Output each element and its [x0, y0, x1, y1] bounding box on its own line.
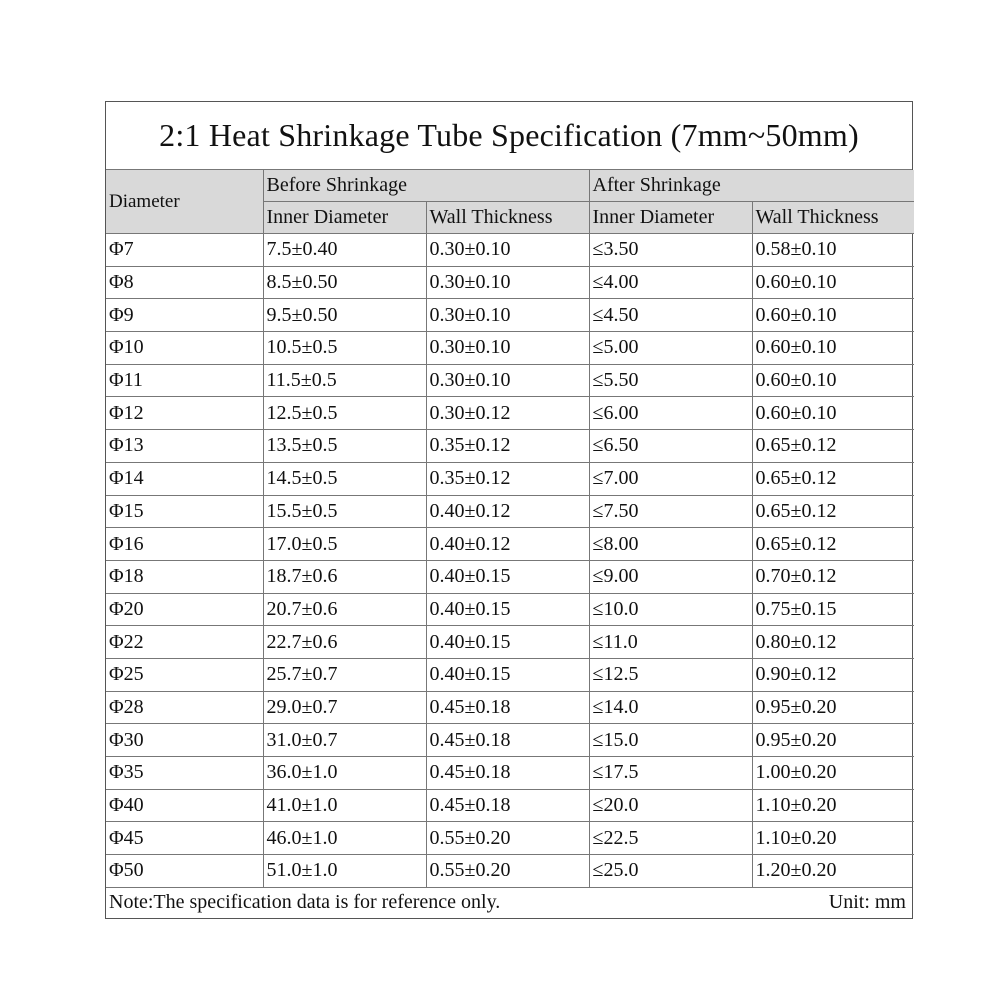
cell-inner-diameter-before: 22.7±0.6 — [263, 626, 426, 659]
cell-wall-thickness-after: 0.65±0.12 — [752, 495, 914, 528]
cell-inner-diameter-after: ≤4.00 — [589, 266, 752, 299]
cell-inner-diameter-before: 41.0±1.0 — [263, 789, 426, 822]
table-title: 2:1 Heat Shrinkage Tube Specification (7mm~50mm) — [106, 102, 912, 170]
cell-wall-thickness-before: 0.40±0.12 — [426, 495, 589, 528]
cell-inner-diameter-after: ≤8.00 — [589, 528, 752, 561]
cell-wall-thickness-after: 0.95±0.20 — [752, 691, 914, 724]
spec-table — [106, 170, 914, 887]
table-row — [106, 593, 914, 626]
table-row — [106, 691, 914, 724]
header-row-groups — [106, 170, 914, 202]
table-row — [106, 495, 914, 528]
cell-wall-thickness-before: 0.30±0.12 — [426, 397, 589, 430]
cell-wall-thickness-before: 0.40±0.15 — [426, 658, 589, 691]
cell-wall-thickness-after: 0.60±0.10 — [752, 332, 914, 365]
cell-inner-diameter-after: ≤5.00 — [589, 332, 752, 365]
cell-wall-thickness-after: 0.70±0.12 — [752, 560, 914, 593]
cell-inner-diameter-after: ≤14.0 — [589, 691, 752, 724]
cell-inner-diameter-before: 31.0±0.7 — [263, 724, 426, 757]
cell-wall-thickness-before: 0.30±0.10 — [426, 234, 589, 267]
cell-inner-diameter-before: 8.5±0.50 — [263, 266, 426, 299]
footer-unit: Unit: mm — [828, 890, 906, 913]
cell-wall-thickness-after: 0.80±0.12 — [752, 626, 914, 659]
table-row — [106, 724, 914, 757]
header-inner-diameter-after: Inner Diameter — [589, 202, 752, 234]
cell-diameter: Φ35 — [106, 757, 263, 790]
table-row — [106, 528, 914, 561]
cell-wall-thickness-before: 0.45±0.18 — [426, 789, 589, 822]
cell-diameter: Φ15 — [106, 495, 263, 528]
cell-wall-thickness-after: 0.65±0.12 — [752, 430, 914, 463]
cell-inner-diameter-before: 7.5±0.40 — [263, 234, 426, 267]
cell-diameter: Φ13 — [106, 430, 263, 463]
cell-diameter: Φ8 — [106, 266, 263, 299]
table-row — [106, 626, 914, 659]
cell-diameter: Φ16 — [106, 528, 263, 561]
cell-inner-diameter-after: ≤12.5 — [589, 658, 752, 691]
cell-wall-thickness-before: 0.55±0.20 — [426, 855, 589, 887]
cell-inner-diameter-after: ≤15.0 — [589, 724, 752, 757]
cell-wall-thickness-before: 0.55±0.20 — [426, 822, 589, 855]
cell-wall-thickness-after: 0.60±0.10 — [752, 364, 914, 397]
cell-inner-diameter-before: 14.5±0.5 — [263, 462, 426, 495]
cell-diameter: Φ40 — [106, 789, 263, 822]
cell-wall-thickness-after: 1.00±0.20 — [752, 757, 914, 790]
cell-wall-thickness-after: 1.10±0.20 — [752, 822, 914, 855]
cell-wall-thickness-before: 0.30±0.10 — [426, 332, 589, 365]
header-wall-thickness-before: Wall Thickness — [426, 202, 589, 234]
cell-diameter: Φ28 — [106, 691, 263, 724]
cell-inner-diameter-before: 11.5±0.5 — [263, 364, 426, 397]
header-wall-thickness-after: Wall Thickness — [752, 202, 914, 234]
cell-inner-diameter-after: ≤25.0 — [589, 855, 752, 887]
cell-inner-diameter-after: ≤22.5 — [589, 822, 752, 855]
table-row — [106, 658, 914, 691]
cell-inner-diameter-after: ≤20.0 — [589, 789, 752, 822]
cell-inner-diameter-after: ≤11.0 — [589, 626, 752, 659]
table-row — [106, 299, 914, 332]
cell-inner-diameter-before: 13.5±0.5 — [263, 430, 426, 463]
table-row — [106, 332, 914, 365]
table-footer — [106, 887, 912, 918]
cell-wall-thickness-after: 0.60±0.10 — [752, 266, 914, 299]
cell-wall-thickness-before: 0.40±0.15 — [426, 560, 589, 593]
cell-diameter: Φ22 — [106, 626, 263, 659]
cell-wall-thickness-before: 0.40±0.15 — [426, 593, 589, 626]
cell-inner-diameter-before: 51.0±1.0 — [263, 855, 426, 887]
cell-inner-diameter-after: ≤9.00 — [589, 560, 752, 593]
cell-wall-thickness-after: 0.65±0.12 — [752, 462, 914, 495]
cell-wall-thickness-before: 0.45±0.18 — [426, 757, 589, 790]
cell-inner-diameter-before: 36.0±1.0 — [263, 757, 426, 790]
cell-diameter: Φ25 — [106, 658, 263, 691]
cell-diameter: Φ18 — [106, 560, 263, 593]
cell-diameter: Φ30 — [106, 724, 263, 757]
cell-wall-thickness-after: 1.20±0.20 — [752, 855, 914, 887]
cell-diameter: Φ7 — [106, 234, 263, 267]
table-row — [106, 462, 914, 495]
cell-inner-diameter-before: 18.7±0.6 — [263, 560, 426, 593]
header-after-shrinkage: After Shrinkage — [589, 170, 914, 202]
cell-wall-thickness-before: 0.40±0.12 — [426, 528, 589, 561]
cell-inner-diameter-after: ≤17.5 — [589, 757, 752, 790]
cell-wall-thickness-after: 0.58±0.10 — [752, 234, 914, 267]
cell-diameter: Φ45 — [106, 822, 263, 855]
cell-wall-thickness-after: 1.10±0.20 — [752, 789, 914, 822]
footer-note: Note:The specification data is for reference only. — [109, 890, 501, 913]
table-row — [106, 855, 914, 887]
cell-diameter: Φ11 — [106, 364, 263, 397]
cell-inner-diameter-before: 17.0±0.5 — [263, 528, 426, 561]
header-diameter: Diameter — [106, 170, 263, 234]
cell-wall-thickness-before: 0.30±0.10 — [426, 266, 589, 299]
cell-inner-diameter-before: 15.5±0.5 — [263, 495, 426, 528]
cell-diameter: Φ50 — [106, 855, 263, 887]
cell-wall-thickness-after: 0.90±0.12 — [752, 658, 914, 691]
cell-inner-diameter-after: ≤6.00 — [589, 397, 752, 430]
table-row — [106, 757, 914, 790]
specification-table-card — [105, 101, 913, 919]
cell-inner-diameter-after: ≤3.50 — [589, 234, 752, 267]
table-row — [106, 234, 914, 267]
cell-wall-thickness-before: 0.40±0.15 — [426, 626, 589, 659]
cell-wall-thickness-after: 0.60±0.10 — [752, 299, 914, 332]
spec-rows — [106, 234, 914, 887]
cell-inner-diameter-before: 9.5±0.50 — [263, 299, 426, 332]
table-row — [106, 364, 914, 397]
table-row — [106, 822, 914, 855]
cell-wall-thickness-after: 0.95±0.20 — [752, 724, 914, 757]
cell-wall-thickness-before: 0.45±0.18 — [426, 691, 589, 724]
table-row — [106, 397, 914, 430]
cell-inner-diameter-before: 10.5±0.5 — [263, 332, 426, 365]
table-row — [106, 789, 914, 822]
cell-inner-diameter-before: 12.5±0.5 — [263, 397, 426, 430]
cell-inner-diameter-before: 20.7±0.6 — [263, 593, 426, 626]
cell-diameter: Φ9 — [106, 299, 263, 332]
cell-wall-thickness-before: 0.30±0.10 — [426, 299, 589, 332]
cell-inner-diameter-after: ≤6.50 — [589, 430, 752, 463]
cell-inner-diameter-after: ≤4.50 — [589, 299, 752, 332]
header-before-shrinkage: Before Shrinkage — [263, 170, 589, 202]
cell-inner-diameter-before: 25.7±0.7 — [263, 658, 426, 691]
cell-inner-diameter-after: ≤10.0 — [589, 593, 752, 626]
cell-wall-thickness-before: 0.45±0.18 — [426, 724, 589, 757]
cell-wall-thickness-after: 0.65±0.12 — [752, 528, 914, 561]
table-row — [106, 560, 914, 593]
cell-wall-thickness-before: 0.35±0.12 — [426, 462, 589, 495]
header-inner-diameter-before: Inner Diameter — [263, 202, 426, 234]
cell-inner-diameter-after: ≤5.50 — [589, 364, 752, 397]
cell-inner-diameter-after: ≤7.50 — [589, 495, 752, 528]
cell-inner-diameter-after: ≤7.00 — [589, 462, 752, 495]
cell-diameter: Φ14 — [106, 462, 263, 495]
table-row — [106, 430, 914, 463]
cell-diameter: Φ10 — [106, 332, 263, 365]
cell-inner-diameter-before: 46.0±1.0 — [263, 822, 426, 855]
cell-inner-diameter-before: 29.0±0.7 — [263, 691, 426, 724]
cell-wall-thickness-after: 0.60±0.10 — [752, 397, 914, 430]
cell-diameter: Φ12 — [106, 397, 263, 430]
cell-wall-thickness-before: 0.30±0.10 — [426, 364, 589, 397]
cell-wall-thickness-before: 0.35±0.12 — [426, 430, 589, 463]
cell-diameter: Φ20 — [106, 593, 263, 626]
table-row — [106, 266, 914, 299]
cell-wall-thickness-after: 0.75±0.15 — [752, 593, 914, 626]
